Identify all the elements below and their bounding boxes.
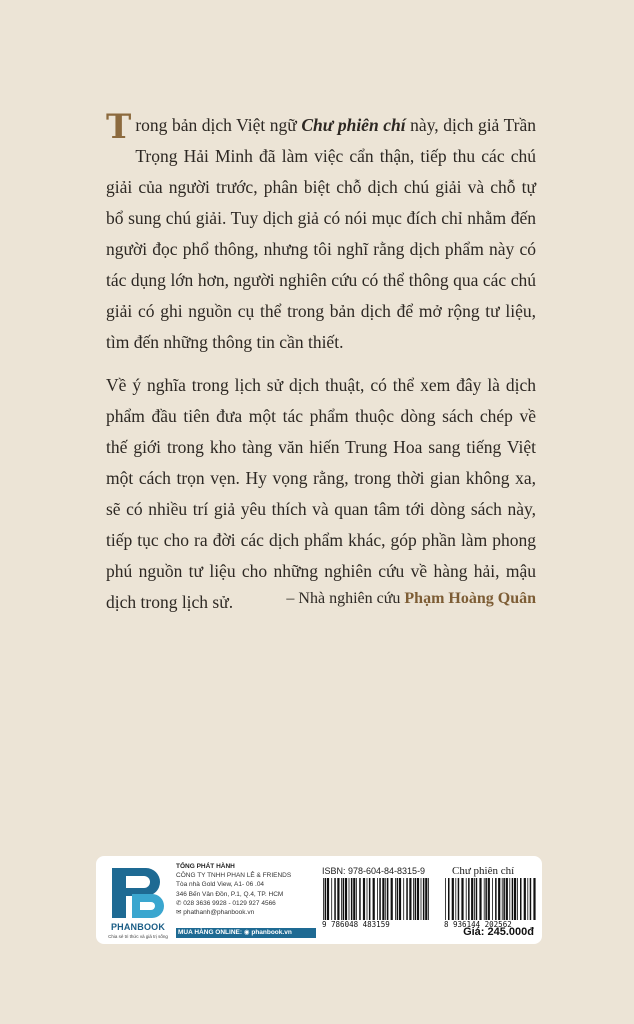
- phanbook-logo-icon: [106, 864, 170, 922]
- attribution-author: Phạm Hoàng Quân: [404, 590, 536, 607]
- email-text: phathanh@phanbook.vn: [183, 909, 255, 917]
- distributor-heading: TỔNG PHÁT HÀNH: [176, 863, 235, 870]
- card-book-title: Chư phiên chí: [452, 865, 515, 877]
- phone-icon: ✆: [176, 899, 184, 907]
- attribution: [286, 590, 536, 608]
- paragraph-1-lead: rong bản dịch Việt ngữ: [135, 115, 302, 135]
- paragraph-1-rest: này, dịch giả Trần Trọng Hải Minh đã làm việc cẩn thận, tiếp thu các chú giải của người trước, phân biệt chỗ dịch chú giải và chỗ tự bổ sung chú giải. Tuy dịch giả có nói mục đích chỉ nhằm đến người đọc phổ thông, nhưng tôi nghĩ rằng dịch phẩm này có tác dụng lớn hơn, người nghiên cứu có thể thông qua các chú giải có ghi nguồn cụ thể trong bản dịch để mở rộng tư liệu, tìm đến những thông tin cần thiết.: [106, 115, 536, 352]
- distributor-info: [176, 862, 314, 917]
- phone-text: 028 3636 9928 - 0129 927 4566: [183, 899, 276, 907]
- distributor-building: Tòa nhà Gold View, A1- 06 .04: [176, 881, 265, 889]
- buy-online-site: phanbook.vn: [251, 929, 292, 936]
- paragraph-2: Về ý nghĩa trong lịch sử dịch thuật, có thể xem đây là dịch phẩm đầu tiên đưa một tác phẩm thuộc dòng sách chép về thế giới trong kho tàng văn hiến Trung Hoa sang tiếng Việt một cách trọn vẹn. Hy vọng rằng, trong thời gian không xa, sẽ có nhiều trí giả yêu thích và quan tâm tới dòng sách này, tiếp tục cho ra đời các dịch phẩm khác, góp phần làm phong phú nguồn tư liệu cho những nghiên cứu về hàng hải, mậu dịch trong lịch sử.: [106, 375, 536, 612]
- publisher-logo: [102, 862, 174, 940]
- publisher-card: [96, 856, 542, 944]
- logo-tagline: Chia sẻ tri thức và giá trị sống: [108, 934, 168, 939]
- price-label: Giá: 245.000đ: [463, 926, 534, 938]
- book-title-inline: Chư phiên chí: [301, 115, 406, 135]
- distributor-email: [176, 908, 314, 917]
- buy-online-label: MUA HÀNG ONLINE:: [178, 929, 243, 936]
- drop-cap: T: [106, 107, 132, 147]
- globe-icon: ◉: [243, 929, 250, 936]
- attribution-prefix: – Nhà nghiên cứu: [286, 590, 405, 607]
- logo-wordmark: PHANBOOK: [110, 922, 166, 932]
- isbn-barcode: [322, 878, 432, 920]
- ean-barcode-digits: 8 936144 202562: [444, 920, 512, 929]
- buy-online-bar: [176, 928, 316, 938]
- ean-barcode: [444, 878, 538, 920]
- email-icon: ✉: [176, 909, 184, 917]
- isbn-label: ISBN: 978-604-84-8315-9: [322, 866, 426, 876]
- blurb-text: [106, 107, 536, 630]
- isbn-barcode-digits: 9 786048 483159: [322, 920, 390, 929]
- distributor-company: CÔNG TY TNHH PHAN LÊ & FRIENDS: [176, 872, 292, 880]
- paragraph-1: [106, 107, 536, 358]
- distributor-phone: [176, 899, 314, 908]
- distributor-street: 346 Bến Vân Đồn, P.1, Q.4, TP. HCM: [176, 890, 284, 898]
